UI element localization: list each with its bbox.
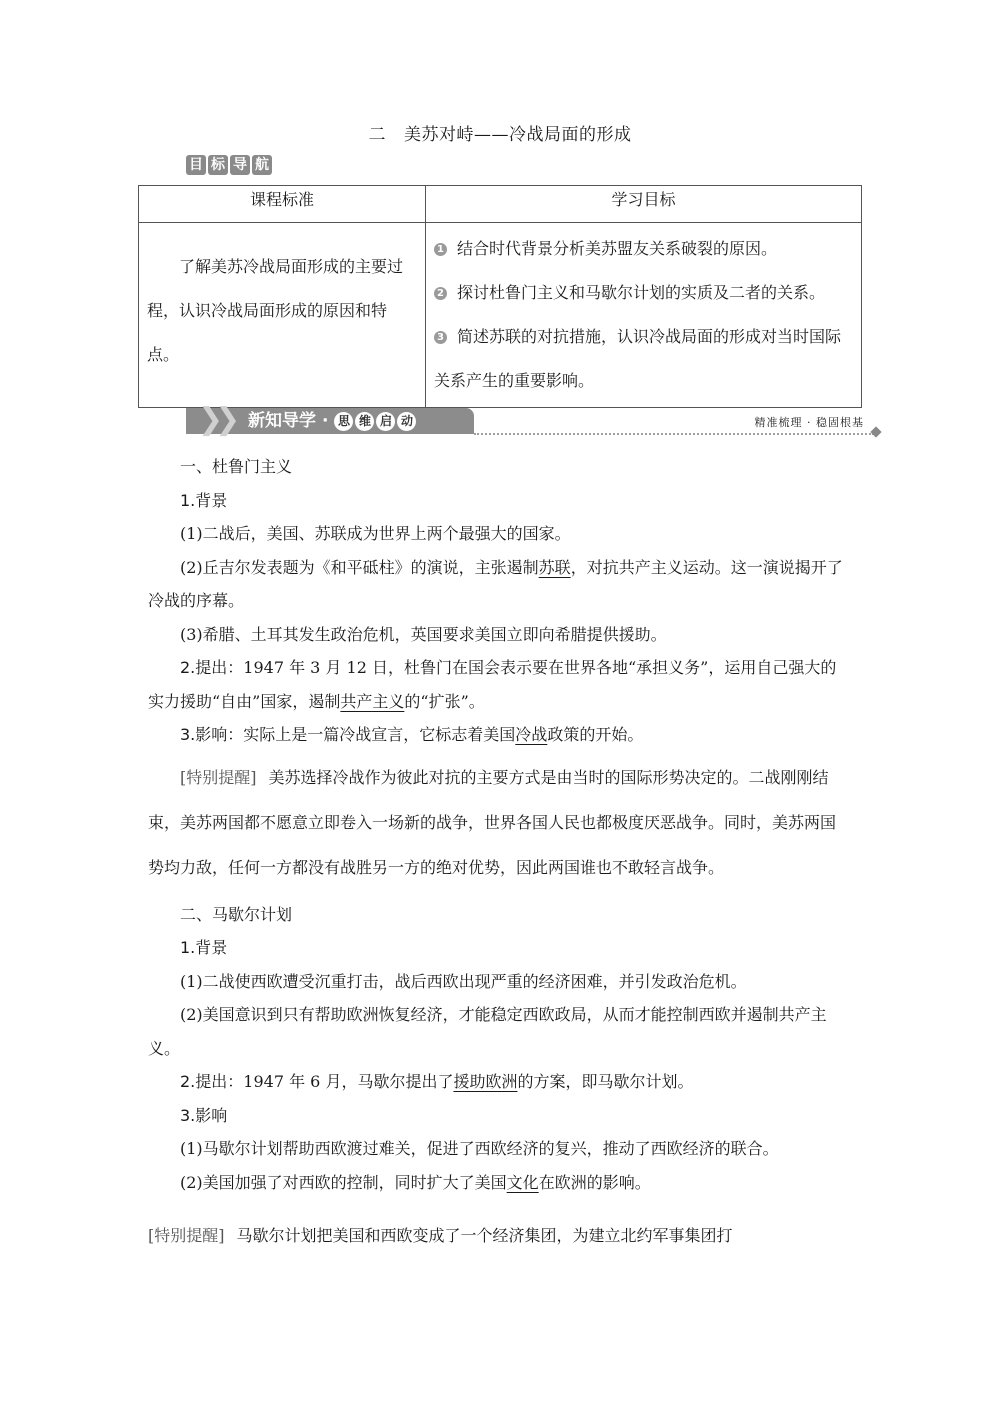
banner-main-text: 新知导学 (248, 411, 316, 431)
banner-dotted-line (474, 433, 874, 435)
badge-char: 航 (252, 155, 272, 175)
badge-char: 导 (230, 155, 250, 175)
course-standard-cell (139, 223, 426, 408)
subheading-impact: 3.影响 (180, 1105, 228, 1125)
text-run: ，对抗共产主义运动。这一演说揭开了冷战的序幕。 (148, 557, 843, 610)
banner-title (248, 408, 418, 434)
subheading-background: 1.背景 (180, 490, 228, 510)
objective-text: 探讨杜鲁门主义和马歇尔计划的实质及二者的关系。 (457, 283, 826, 302)
header-learning-objectives: 学习目标 (426, 186, 862, 223)
header-course-standard: 课程标准 (139, 186, 426, 223)
tip-text: 马歇尔计划把美国和西欧变成了一个经济集团，为建立北约军事集团打 (236, 1226, 733, 1245)
tip-text: 美苏选择冷战作为彼此对抗的主要方式是由当时的国际形势决定的。二战刚刚结束，美苏两国都不愿意立即卷入一场新的战争，世界各国人民也都极度厌恶战争。同时，美苏两国势均力敌，任何一方都没有战胜另一方的绝对优势，因此两国谁也不敢轻言战争。 (148, 767, 837, 877)
learning-objectives-cell (426, 223, 862, 408)
paragraph (148, 651, 850, 718)
text-run: 的“扩张”。 (404, 691, 485, 711)
paragraph: (1)马歇尔计划帮助西欧渡过难关，促进了西欧经济的复兴，推动了西欧经济的联合。 (180, 1139, 779, 1158)
objective-item (434, 227, 855, 271)
underlined-term: 冷战 (515, 725, 548, 744)
text-run: 在欧洲的影响。 (538, 1172, 651, 1192)
paragraph (148, 1065, 850, 1099)
page-title (0, 120, 1000, 145)
banner-dot: · (322, 411, 329, 431)
text-run: (2)丘吉尔发表题为《和平砥柱》的演说，主张遏制 (180, 557, 539, 577)
underlined-term: 文化 (506, 1172, 539, 1192)
banner-subtitle: 精准梳理 · 稳固根基 (754, 416, 864, 429)
badge-char: 标 (208, 155, 228, 175)
section-heading: 一、杜鲁门主义 (180, 457, 293, 476)
paragraph (148, 718, 850, 752)
circled-number-icon: 2 (434, 287, 447, 300)
underlined-term: 共产主义 (340, 691, 405, 711)
text-run: 实际上是一篇冷战宣言，它标志着美国 (243, 725, 516, 744)
underlined-term: 苏联 (538, 557, 571, 577)
paragraph: (1)二战使西欧遭受沉重打击，战后西欧出现严重的经济困难，并引发政治危机。 (180, 971, 747, 991)
banner-circled-char: 思 (334, 412, 353, 431)
text-run: 的方案，即马歇尔计划。 (517, 1072, 694, 1091)
paragraph: (3)希腊、土耳其发生政治危机，英国要求美国立即向希腊提供援助。 (180, 624, 667, 644)
section-heading: 二、马歇尔计划 (180, 904, 293, 924)
paragraph (148, 1166, 850, 1200)
double-chevron-icon: ❯❯ (198, 402, 233, 437)
badge-char: 目 (186, 155, 206, 175)
diamond-icon (870, 426, 881, 437)
text-run: 1947 年 3 月 12 日，杜鲁门在国会表示要在世界各地“承担义务”，运用自己强大的实力援助“自由”国家，遏制 (148, 658, 837, 711)
course-standard-text: 了解美苏冷战局面形成的主要过程，认识冷战局面形成的原因和特点。 (147, 257, 404, 364)
goals-table-header-row (139, 186, 862, 223)
underlined-term: 援助欧洲 (453, 1072, 518, 1091)
goals-table (138, 185, 862, 408)
text-run: (2)美国加强了对西欧的控制，同时扩大了美国 (180, 1172, 507, 1192)
banner-circled-char: 维 (355, 412, 374, 431)
label-impact: 3.影响： (180, 725, 244, 744)
label-propose: 2.提出： (180, 1072, 244, 1091)
objective-item (434, 315, 855, 403)
title-text: 美苏对峙——冷战局面的形成 (404, 125, 632, 145)
paragraph: (1)二战后，美国、苏联成为世界上两个最强大的国家。 (180, 524, 571, 543)
section-header-banner (186, 402, 886, 438)
subheading-background: 1.背景 (180, 938, 228, 957)
goals-table-row (139, 223, 862, 408)
title-number: 二 (368, 125, 386, 145)
paragraph: (2)美国意识到只有帮助欧洲恢复经济，才能稳定西欧政局，从而才能控制西欧并遏制共产主义。 (148, 1005, 827, 1058)
special-tip (148, 755, 850, 890)
tip-label: [特别提醒] (180, 767, 257, 787)
circled-number-icon: 1 (434, 243, 447, 256)
banner-circled-char: 启 (376, 412, 395, 431)
tip-label: [特别提醒] (148, 1226, 225, 1245)
circled-number-icon: 3 (434, 331, 447, 344)
main-content (148, 450, 850, 1258)
goal-navigation-badge (186, 155, 272, 175)
text-run: 1947 年 6 月，马歇尔提出了 (243, 1072, 454, 1091)
special-tip (148, 1213, 850, 1258)
text-run: 政策的开始。 (547, 725, 644, 744)
banner-circled-char: 动 (397, 412, 416, 431)
objective-text: 结合时代背景分析美苏盟友关系破裂的原因。 (457, 239, 778, 258)
label-propose: 2.提出： (180, 658, 244, 677)
objective-text: 简述苏联的对抗措施，认识冷战局面的形成对当时国际关系产生的重要影响。 (434, 327, 842, 390)
paragraph (148, 551, 850, 618)
objective-item (434, 271, 855, 315)
